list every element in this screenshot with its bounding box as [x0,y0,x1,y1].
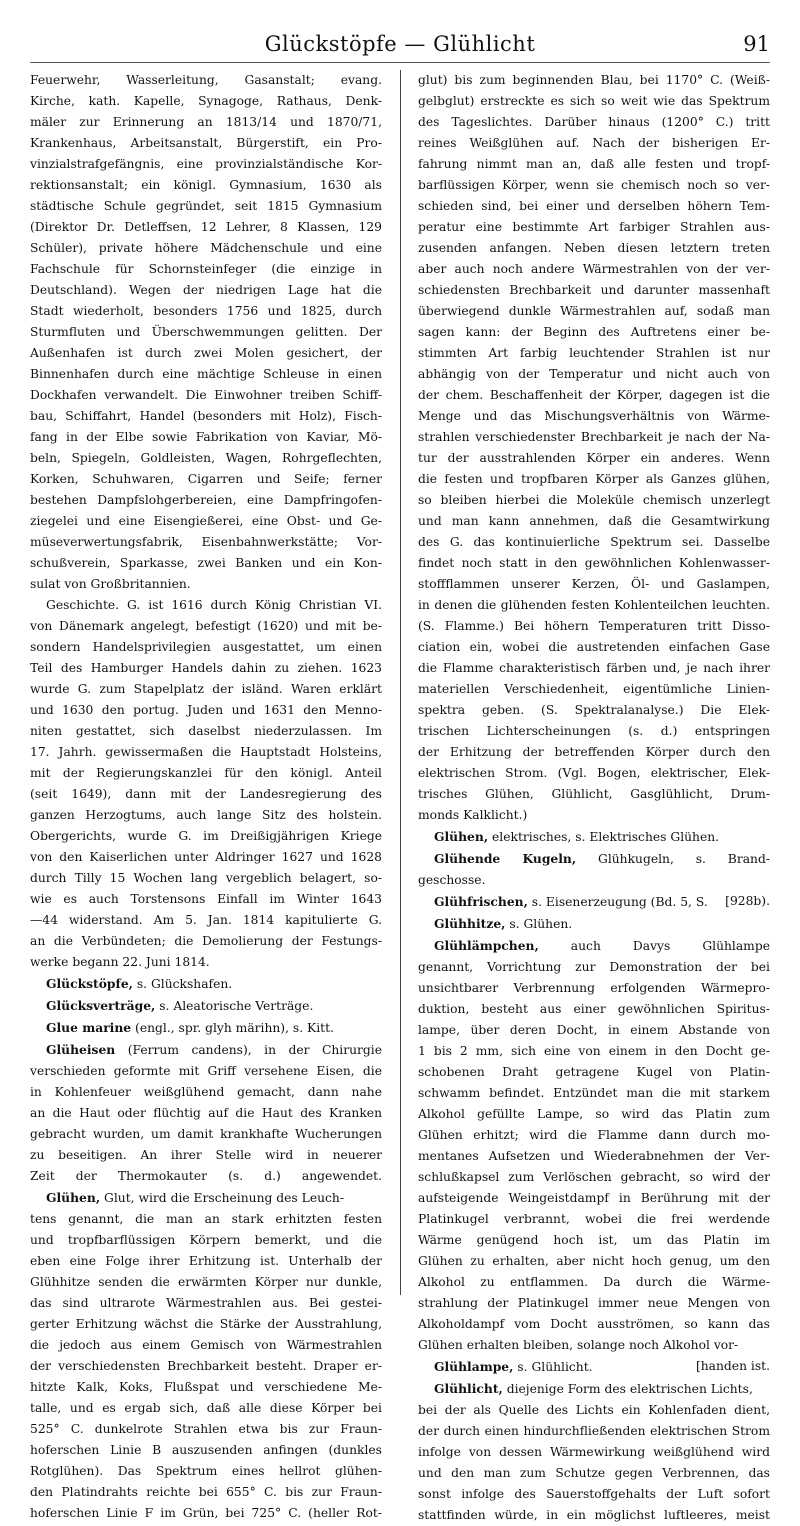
text-line: schlußkapsel zum Verlöschen gebracht, so wird der [418,1170,770,1184]
text-line: wurde G. zum Stapelplatz der isländ. Waren erklärt [30,682,382,696]
text-line: Glückstöpfe, s. Glückshafen. [46,976,233,991]
text-line: an die Haut oder flüchtig auf die Haut des Kranken [30,1106,382,1120]
text-line: genannt, Vorrichtung zur Demonstration der bei [418,960,770,974]
text-line: von den Kaiserlichen unter Aldringer 1627 und 1628 [30,850,382,864]
text-line: Glühende Kugeln, Glühkugeln, s. Brand- [434,851,770,866]
text-line: bestehen Dampfslohgerbereien, eine Dampfringofen- [30,493,382,507]
text-line: die festen und tropfbaren Körper als Ganzes glühen, [418,472,770,486]
text-line: Alkoholdampf vom Docht ausströmen, so kann das [418,1317,770,1331]
text-line: und den man zum Schutze gegen Verbrennen, das [418,1466,770,1480]
text-line: schwamm befindet. Entzündet man die mit starkem [418,1086,770,1100]
text-line: —44 widerstand. Am 5. Jan. 1814 kapitulierte G. [30,913,382,927]
text-line: glut) bis zum beginnenden Blau, bei 1170° C. (Weiß- [418,73,770,87]
text-line: gelbglut) erstreckte es sich so weit wie das Spektrum [418,94,770,108]
runover-text: [handen ist. [695,1359,770,1373]
text-line: eben eine Folge ihrer Erhitzung ist. Unterhalb der [30,1254,382,1268]
text-line: ganzen Herzogtums, auch lange Sitz des holstein. [30,808,382,822]
text-line: des Tageslichtes. Darüber hinaus (1200° C.) tritt [418,115,770,129]
text-line: aber auch noch andere Wärmestrahlen von der ver- [418,262,770,276]
text-line: Menge und das Mischungsverhältnis von Wärme- [418,409,770,423]
text-line: sondern Handelsprivilegien ausgestattet, um einen [30,640,382,654]
text-line: mentanes Aufsetzen und Wiederabnehmen der Ver- [418,1149,770,1163]
text-line: Glühen erhalten bleiben, solange noch Alkohol vor- [handen ist. [418,1335,770,1356]
entry-headword: Glühfrischen, [434,894,528,909]
text-line: gebracht wurden, um damit krankhafte Wucherungen [30,1127,382,1141]
text-line: zu beseitigen. An ihrer Stelle wird in neuerer [30,1148,382,1162]
text-line: barflüssigen Körper, wenn sie chemisch noch so ver- [418,178,770,192]
text-line: rektionsanstalt; ein königl. Gymnasium, 1630 als [30,178,382,192]
text-line: Alkohol zu entflammen. Da durch die Wärme- [418,1275,770,1289]
text-line: trisches Glühen, Glühlicht, Gasglühlicht, Drum- [418,787,770,801]
text-line: unsichtbarer Verbrennung erfolgenden Wärmepro- [418,981,770,995]
text-line: gerter Erhitzung wächst die Stärke der Ausstrahlung, [30,1317,382,1331]
entry-headword: Glühlampe, [434,1359,514,1374]
text-line: fang in der Elbe sowie Fabrikation von Kaviar, Mö- [30,430,382,444]
text-line: städtische Schule gegründet, seit 1815 Gymnasium [30,199,382,213]
text-line: wie es auch Torstensons Einfall im Winter 1643 [30,892,382,906]
text-line: abhängig von der Temperatur und nicht auch von [418,367,770,381]
entry-headword: Glückstöpfe, [46,976,133,991]
text-line: (seit 1649), dann mit der Landesregierung des [30,787,382,801]
text-line: fahrung nimmt man an, daß alle festen und tropf- [418,157,770,171]
entry-headword: Glühlämpchen, [434,938,539,953]
text-line: findet noch statt in den gewöhnlichen Kohlenwasser- [418,556,770,570]
text-line: müseverwertungsfabrik, Eisenbahnwerkstätte; Vor- [30,535,382,549]
entry-headword: Glühen, [46,1190,101,1205]
entry-headword: Glüheisen [46,1042,116,1057]
text-line: ziegelei und eine Eisengießerei, eine Obst- und Ge- [30,514,382,528]
text-line: und man kann annehmen, daß die Gesamtwirkung [418,514,770,528]
text-line: hitzte Kalk, Koks, Flußspat und verschiedene Me- [30,1380,382,1394]
text-line: Stadt wiederholt, besonders 1756 und 1825, durch [30,304,382,318]
text-line: Glue marine (engl., spr. glyh märihn), s. Kitt. [46,1020,334,1035]
text-line: Glühhitze senden die erwärmten Körper nur dunkle, [30,1275,382,1289]
text-line: durch Tilly 15 Wochen lang vergeblich belagert, so- [30,871,382,885]
text-line: hoferschen Linie B auszusenden anfingen (dunkles [30,1443,382,1457]
text-line: Zeit der Thermokauter (s. d.) angewendet. [30,1169,382,1183]
text-line: Kirche, kath. Kapelle, Synagoge, Rathaus, Denk- [30,94,382,108]
text-line: tur der ausstrahlenden Körper ein anderes. Wenn [418,451,770,465]
text-line: Teil des Hamburger Handels dahin zu ziehen. 1623 [30,661,382,675]
text-line: infolge von dessen Wärmewirkung weißglühend wird [418,1445,770,1459]
entry-headword: Glühlicht, [434,1381,503,1396]
text-line: Glühfrischen, s. Eisenerzeugung (Bd. 5, S. [928b). [418,891,770,913]
text-line: stoffflammen unserer Kerzen, Öl- und Gaslampen, [418,577,770,591]
column-divider [400,70,401,1295]
text-line: sagen kann: der Beginn des Auftretens einer be- [418,325,770,339]
text-line: schußverein, Sparkasse, zwei Banken und ein Kon- [30,556,382,570]
text-line: Schüler), private höhere Mädchenschule und eine [30,241,382,255]
text-line: der durch einen hindurchfließenden elektrischen Strom [418,1424,770,1438]
text-line: Dockhafen verwandelt. Die Einwohner treiben Schiff- [30,388,382,402]
running-head: Glückstöpfe — Glühlicht [264,32,536,56]
text-line: von Dänemark angelegt, befestigt (1620) und mit be- [30,619,382,633]
text-line: Obergerichts, wurde G. im Dreißigjährigen Kriege [30,829,382,843]
text-line: in Kohlenfeuer weißglühend gemacht, dann nahe [30,1085,382,1099]
text-line: beln, Spiegeln, Goldleisten, Wagen, Rohrgeflechten, [30,451,382,465]
text-line: aufsteigende Weingeistdampf in Berührung mit der [418,1191,770,1205]
entry-headword: Glue marine [46,1020,132,1035]
text-line: Glühen zu erhalten, aber nicht hoch genug, um den [418,1254,770,1268]
text-line: Wärme genügend hoch ist, um das Platin im [418,1233,770,1247]
page-number: 91 [743,32,770,56]
text-line: und tropfbarflüssigen Körpern bemerkt, und die [30,1233,382,1247]
text-line: Glühlämpchen, auch Davys Glühlampe [434,938,770,953]
text-line: schieden sind, bei einer und derselben höhern Tem- [418,199,770,213]
text-line: sulat von Großbritannien. [30,577,191,591]
text-line: peratur eine bestimmte Art farbiger Strahlen aus- [418,220,770,234]
entry-headword: Glücksverträge, [46,998,156,1013]
text-line: der Erhitzung der betreffenden Körper durch den [418,745,770,759]
text-line: zusenden anfangen. Neben diesen letztern treten [418,241,770,255]
text-line: Alkohol gefüllte Lampe, so wird das Platin zum [418,1107,770,1121]
text-line: der verschiedensten Brechbarkeit besteht. Draper er- [30,1359,382,1373]
right-column [418,70,770,1522]
text-line: Glücksverträge, s. Aleatorische Verträge. [46,998,314,1013]
text-line: so bleiben hierbei die Moleküle chemisch unzerlegt [418,493,770,507]
text-line: werke begann 22. Juni 1814. [30,955,210,969]
text-line: monds Kalklicht.) [418,808,528,822]
text-line: trischen Lichterscheinungen (s. d.) entspringen [418,724,770,738]
text-line: verschieden geformte mit Griff versehene Eisen, die [30,1064,382,1078]
text-line: geschosse. [418,873,486,887]
text-line: 17. Jahrh. gewissermaßen die Hauptstadt Holsteins, [30,745,382,759]
text-line: die Flamme charakteristisch färben und, je nach ihrer [418,661,770,675]
text-line: Außenhafen ist durch zwei Molen gesichert, der [30,346,382,360]
text-line: vinzialstrafgefängnis, eine provinzialständische Kor- [30,157,382,171]
text-line: überwiegend dunkle Wärmestrahlen auf, sodaß man [418,304,770,318]
text-line: Glühen, elektrisches, s. Elektrisches Glühen. [434,829,720,844]
text-line: des G. das kontinuierliche Spektrum sei. Dasselbe [418,535,770,549]
text-line: (S. Flamme.) Bei höhern Temperaturen tritt Disso- [418,619,770,633]
text-line: niten gestattet, sich daselbst niederzulassen. Im [30,724,382,738]
text-line: strahlung der Platinkugel immer neue Mengen von [418,1296,770,1310]
entry-headword: Glühen, [434,829,489,844]
text-line: hoferschen Linie F im Grün, bei 725° C. (heller Rot- [30,1506,382,1520]
text-line: Glühlampe, s. Glühlicht. [434,1359,593,1374]
text-line: bei der als Quelle des Lichts ein Kohlenfaden dient, [418,1403,770,1417]
text-line: Platinkugel verbrannt, wobei die frei werdende [418,1212,770,1226]
text-line: in denen die glühenden festen Kohlenteilchen leuchten. [418,598,770,612]
page-header [30,28,770,63]
text-line: ciation ein, wobei die austretenden einfachen Gase [418,640,770,654]
text-line: Deutschland). Wegen der niedrigen Lage hat die [30,283,382,297]
text-line: Binnenhafen durch eine mächtige Schleuse in einen [30,367,382,381]
text-line: Glüheisen (Ferrum candens), in der Chirurgie [46,1042,382,1057]
text-line: schiedensten Brechbarkeit und darunter massenhaft [418,283,770,297]
text-line: stimmten Art farbig leuchtender Strahlen ist nur [418,346,770,360]
text-line: Glühlicht, diejenige Form des elektrischen Lichts, [434,1381,753,1396]
text-line: duktion, besteht aus einer gewöhnlichen Spiritus- [418,1002,770,1016]
text-line: 1 bis 2 mm, sich eine von einem in den Docht ge- [418,1044,770,1058]
text-line: an die Verbündeten; die Demolierung der Festungs- [30,934,382,948]
text-line: tens genannt, die man an stark erhitzten festen [30,1212,382,1226]
text-line: (Direktor Dr. Detleffsen, 12 Lehrer, 8 Klassen, 129 [30,220,382,234]
text-line: Glühhitze, s. Glühen. [434,916,573,931]
text-line: mäler zur Erinnerung an 1813/14 und 1870/71, [30,115,382,129]
text-line: lampe, über deren Docht, in einem Abstande von [418,1023,770,1037]
text-line: sonst infolge des Sauerstoffgehalts der Luft sofort [418,1487,770,1501]
text-line: Rotglühen). Das Spektrum eines hellrot glühen- [30,1464,382,1478]
text-line: das sind ultrarote Wärmestrahlen aus. Bei gestei- [30,1296,382,1310]
entry-headword: Glühhitze, [434,916,506,931]
text-line: strahlen verschiedenster Brechbarkeit je nach der Na- [418,430,770,444]
text-line: Sturmfluten und Überschwemmungen gelitten. Der [30,325,382,339]
text-line: elektrischen Strom. (Vgl. Bogen, elektrischer, Elek- [418,766,770,780]
text-line: Fachschule für Schornsteinfeger (die einzige in [30,262,382,276]
text-line: Korken, Schuhwaren, Cigarren und Seife; ferner [30,472,382,486]
text-line: 525° C. dunkelrote Strahlen etwa bis zur Fraun- [30,1422,382,1436]
text-line: Krankenhaus, Arbeitsanstalt, Bürgerstift, ein Pro- [30,136,382,150]
text-line: spektra geben. (S. Spektralanalyse.) Die Elek- [418,703,770,717]
entry-headword: Glühende Kugeln, [434,851,577,866]
text-line: Glühen, Glut, wird die Erscheinung des Leuch- [46,1190,344,1205]
runover-text: [928b). [725,894,770,908]
text-line: und 1630 den portug. Juden und 1631 den Menno- [30,703,382,717]
text-line: Glühen erhitzt; wird die Flamme dann durch mo- [418,1128,770,1142]
left-column [30,70,382,1520]
text-line: reines Weißglühen auf. Nach der bisherigen Er- [418,136,770,150]
text-line: den Platindrahts reichte bei 655° C. bis zur Fraun- [30,1485,382,1499]
text-line: Feuerwehr, Wasserleitung, Gasanstalt; evang. [30,73,382,87]
text-line: stattfinden würde, in ein möglichst luftleeres, meist [418,1508,770,1522]
text-line: talle, und es ergab sich, daß alle diese Körper bei [30,1401,382,1415]
text-line: mit der Regierungskanzlei für den königl. Anteil [30,766,382,780]
text-line: bau, Schiffahrt, Handel (besonders mit Holz), Fisch- [30,409,382,423]
text-line: schobenen Draht getragene Kugel von Platin- [418,1065,770,1079]
text-line: materiellen Verschiedenheit, eigentümliche Linien- [418,682,770,696]
text-line: der chem. Beschaffenheit der Körper, dagegen ist die [418,388,770,402]
text-line: die jedoch aus einem Gemisch von Wärmestrahlen [30,1338,382,1352]
text-line: Geschichte. G. ist 1616 durch König Christian VI. [46,598,382,612]
text-columns [30,70,770,1522]
